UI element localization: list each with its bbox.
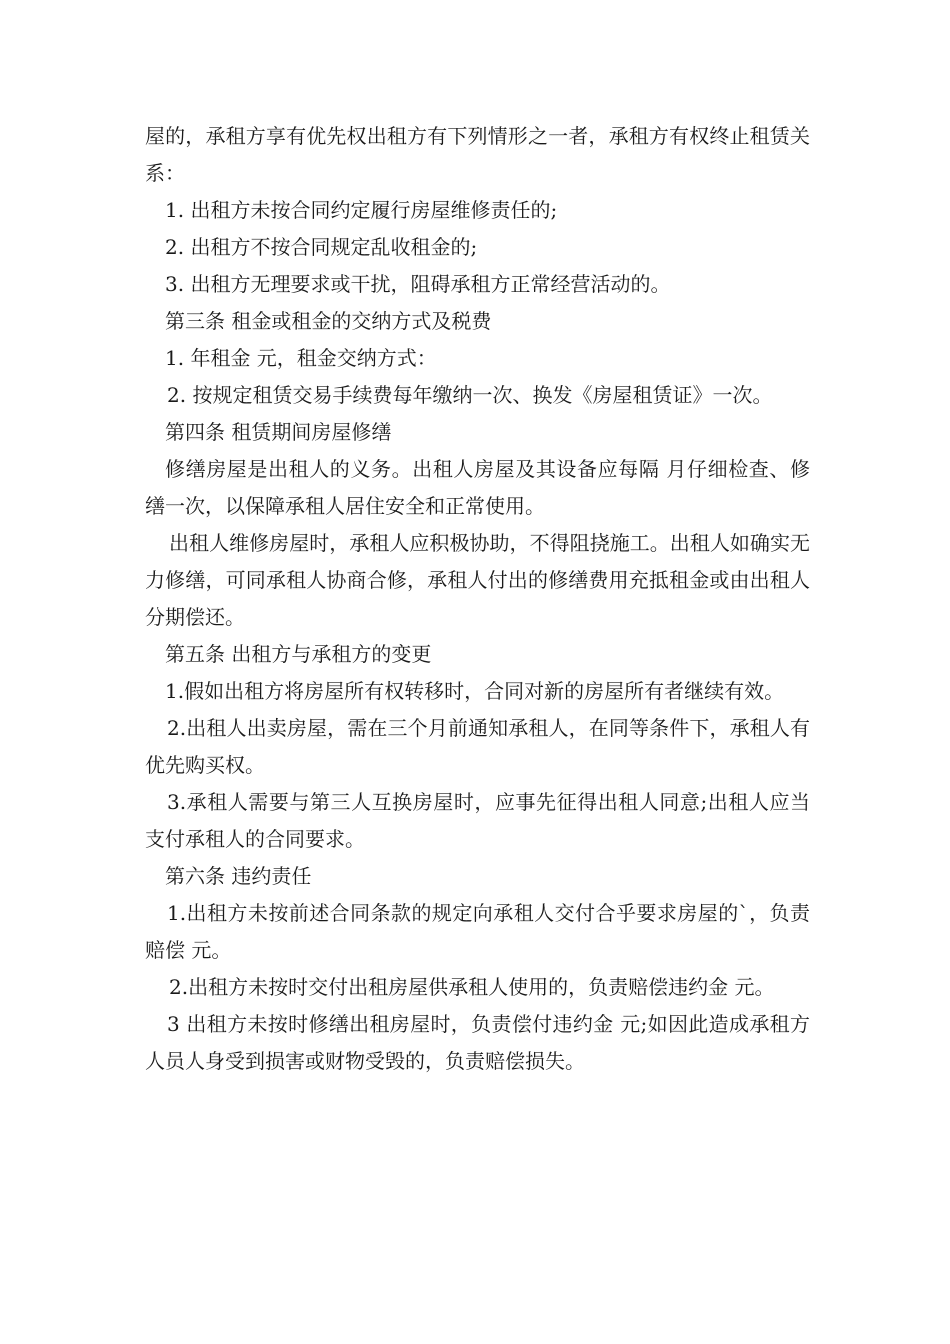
- document-body: [145, 118, 810, 1080]
- list-item-change-1: 1.假如出租方将房屋所有权转移时，合同对新的房屋所有者继续有效。: [165, 679, 785, 703]
- section-heading-article-5: 第五条 出租方与承租方的变更: [165, 642, 432, 666]
- section-heading-article-4: 第四条 租赁期间房屋修缮: [165, 420, 392, 444]
- section-heading-article-3: 第三条 租金或租金的交纳方式及税费: [165, 309, 492, 333]
- list-item-rent-2: 2. 按规定租赁交易手续费每年缴纳一次、换发《房屋租赁证》一次。: [167, 383, 773, 407]
- section-heading-article-6: 第六条 违约责任: [165, 864, 312, 888]
- paragraph-termination-rights: 屋的，承租方享有优先权出租方有下列情形之一者，承租方有权终止租赁关系：: [145, 124, 810, 185]
- list-item-termination-1: 1. 出租方未按合同约定履行房屋维修责任的;: [165, 198, 558, 222]
- list-item-liability-3: 3 出租方未按时修缮出租房屋时，负责偿付违约金 元;如因此造成承租方人员人身受到损害或财物受毁的，负责赔偿损失。: [145, 1012, 810, 1073]
- list-item-rent-1: 1. 年租金 元，租金交纳方式：: [165, 346, 437, 370]
- list-item-change-3: 3.承租人需要与第三人互换房屋时，应事先征得出租人同意;出租人应当支付承租人的合同要求。: [145, 790, 810, 851]
- list-item-liability-2: 2.出租方未按时交付出租房屋供承租人使用的，负责赔偿违约金 元。: [169, 975, 775, 999]
- paragraph-repair-cooperation: 出租人维修房屋时，承租人应积极协助，不得阻挠施工。出租人如确实无力修缮，可同承租人协商合修，承租人付出的修缮费用充抵租金或由出租人分期偿还。: [145, 531, 810, 629]
- paragraph-repair-duty: 修缮房屋是出租人的义务。出租人房屋及其设备应每隔 月仔细检查、修缮一次，以保障承租人居住安全和正常使用。: [145, 457, 810, 518]
- list-item-liability-1: 1.出租方未按前述合同条款的规定向承租人交付合乎要求房屋的`，负责赔偿 元。: [145, 901, 810, 962]
- list-item-change-2: 2.出租人出卖房屋，需在三个月前通知承租人，在同等条件下，承租人有优先购买权。: [145, 716, 810, 777]
- list-item-termination-3: 3. 出租方无理要求或干扰，阻碍承租方正常经营活动的。: [165, 272, 671, 296]
- list-item-termination-2: 2. 出租方不按合同规定乱收租金的;: [165, 235, 478, 259]
